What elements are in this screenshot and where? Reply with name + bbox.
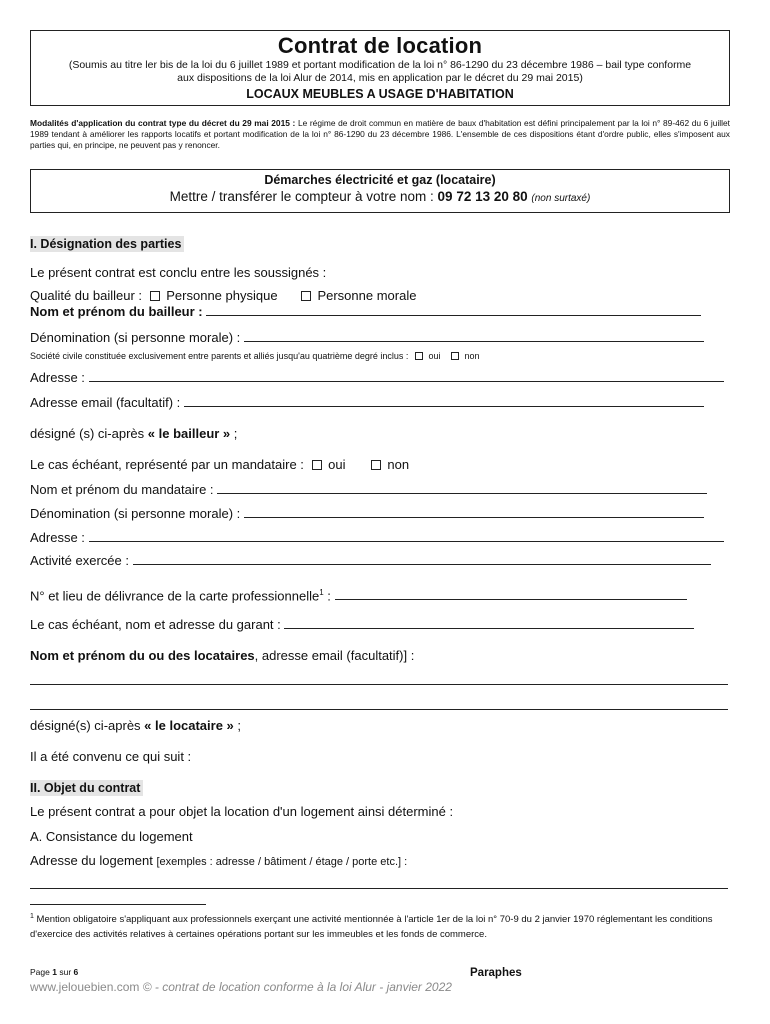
- modalites-lead: Modalités d'application du contrat type du décret du 29 mai 2015 :: [30, 118, 296, 128]
- personne-physique-label: Personne physique: [166, 288, 278, 303]
- paraphes-label: Paraphes: [470, 967, 522, 979]
- locataires-field-2[interactable]: [30, 709, 728, 710]
- denomination-2-field[interactable]: [244, 507, 704, 518]
- nom-mandataire-field[interactable]: [217, 483, 707, 494]
- mandataire-oui-checkbox[interactable]: [312, 460, 322, 470]
- intro-line: Le présent contrat est conclu entre les soussignés :: [30, 265, 327, 280]
- footnote: $^1$ Mention obligatoire s'appliquant aux professionnels exerçant une activité mentionnée à l'article 1er de la loi n° 70-9 du 2 janvier 1970 réglementant les conditions d'exercice des activités relatives à certaines opérations portant sur les immeubles et les fonds de commerce.: [30, 913, 713, 941]
- consistance-line: A. Consistance du logement: [30, 829, 193, 844]
- document-subheading: LOCAUX MEUBLES A USAGE D'HABITATION: [246, 87, 514, 101]
- nom-mandataire-line: Nom et prénom du mandataire :: [30, 482, 707, 498]
- carte-pro-line: N° et lieu de délivrance de la carte professionnelle$^1$ :: [30, 585, 687, 604]
- societe-civile-line: Société civile constituée exclusivement entre parents et alliés jusqu'au quatrième degré inclus : oui non: [30, 351, 480, 361]
- societe-civile-oui-checkbox[interactable]: [415, 352, 423, 360]
- subtitle-line-1: (Soumis au titre ler bis de la loi du 6 juillet 1989 et portant modification de la loi n° 86-1290 du 23 décembre 1986 – bail type conforme: [68, 59, 692, 71]
- footer-credit: www.jelouebien.com © - contrat de location conforme à la loi Alur - janvier 2022: [30, 980, 452, 994]
- demarches-text: Mettre / transférer le compteur à votre nom :: [169, 189, 434, 204]
- adresse-line: Adresse :: [30, 370, 724, 386]
- carte-pro-field[interactable]: [335, 589, 687, 600]
- section-2-heading: II. Objet du contrat: [30, 780, 143, 796]
- adresse-email-field[interactable]: [184, 396, 704, 407]
- section-1-heading: I. Désignation des parties: [30, 237, 730, 251]
- footer: [30, 967, 730, 995]
- mandataire-non-checkbox[interactable]: [371, 460, 381, 470]
- societe-civile-non-checkbox[interactable]: [451, 352, 459, 360]
- denomination-field[interactable]: [244, 331, 704, 342]
- mandataire-question-line: Le cas échéant, représenté par un mandataire : oui non: [30, 457, 410, 472]
- designe-locataire-line: désigné(s) ci-après « le locataire » ;: [30, 718, 242, 733]
- nom-bailleur-line: Nom et prénom du bailleur :: [30, 304, 701, 320]
- activite-field[interactable]: [133, 554, 711, 565]
- nom-bailleur-field[interactable]: [206, 305, 701, 316]
- site-link[interactable]: www.jelouebien.com: [30, 980, 140, 994]
- activite-line: Activité exercée :: [30, 553, 711, 569]
- footnote-ref: 1: [319, 588, 324, 597]
- denomination-2-line: Dénomination (si personne morale) :: [30, 506, 704, 522]
- adresse-2-line: Adresse :: [30, 530, 724, 546]
- adresse-2-field[interactable]: [89, 531, 724, 542]
- demarches-note: (non surtaxé): [531, 193, 591, 204]
- footnote-rule: [30, 904, 206, 905]
- form-area: [30, 0, 730, 1024]
- demarches-title: Démarches électricité et gaz (locataire): [264, 173, 496, 187]
- page-number: Page 1 sur 6: [30, 967, 79, 977]
- adresse-field[interactable]: [89, 371, 724, 382]
- demarches-phone: 09 72 13 20 80: [437, 189, 528, 204]
- qualite-bailleur-line: Qualité du bailleur : Personne physique Personne morale: [30, 288, 417, 303]
- garant-field[interactable]: [284, 618, 694, 629]
- adresse-logement-field[interactable]: [30, 888, 728, 889]
- modalites-text: Le régime de droit commun en matière de baux d'habitation est défini principalement par la loi n° 89-462 du 6 juillet 1989 tendant à améliorer les rapports locatifs et portant modification de la loi n° 86-1290 du 23 décembre 1986. L'ensemble de ces dispositions étant d'ordre public, elles s'imposent aux parties qui, en principe, ne peuvent pas y renoncer.: [30, 118, 731, 150]
- locataires-line: Nom et prénom du ou des locataires, adresse email (facultatif)] :: [30, 648, 415, 663]
- denomination-line: Dénomination (si personne morale) :: [30, 330, 704, 346]
- page-title: Contrat de location: [277, 33, 483, 58]
- locataires-field-1[interactable]: [30, 684, 728, 685]
- convenu-line: Il a été convenu ce qui suit :: [30, 749, 192, 764]
- subtitle-line-2: aux dispositions de la loi Alur de 2014, mis en application par le décret du 29 mai 2015): [177, 72, 583, 84]
- personne-physique-checkbox[interactable]: [150, 291, 160, 301]
- objet-intro-line: Le présent contrat a pour objet la location d'un logement ainsi déterminé :: [30, 804, 454, 819]
- adresse-email-line: Adresse email (facultatif) :: [30, 395, 704, 411]
- personne-morale-label: Personne morale: [317, 288, 417, 303]
- designe-bailleur-line: désigné (s) ci-après « le bailleur » ;: [30, 426, 238, 441]
- personne-morale-checkbox[interactable]: [301, 291, 311, 301]
- adresse-logement-line: Adresse du logement [exemples : adresse / bâtiment / étage / porte etc.] :: [30, 853, 408, 868]
- garant-line: Le cas échéant, nom et adresse du garant :: [30, 617, 694, 633]
